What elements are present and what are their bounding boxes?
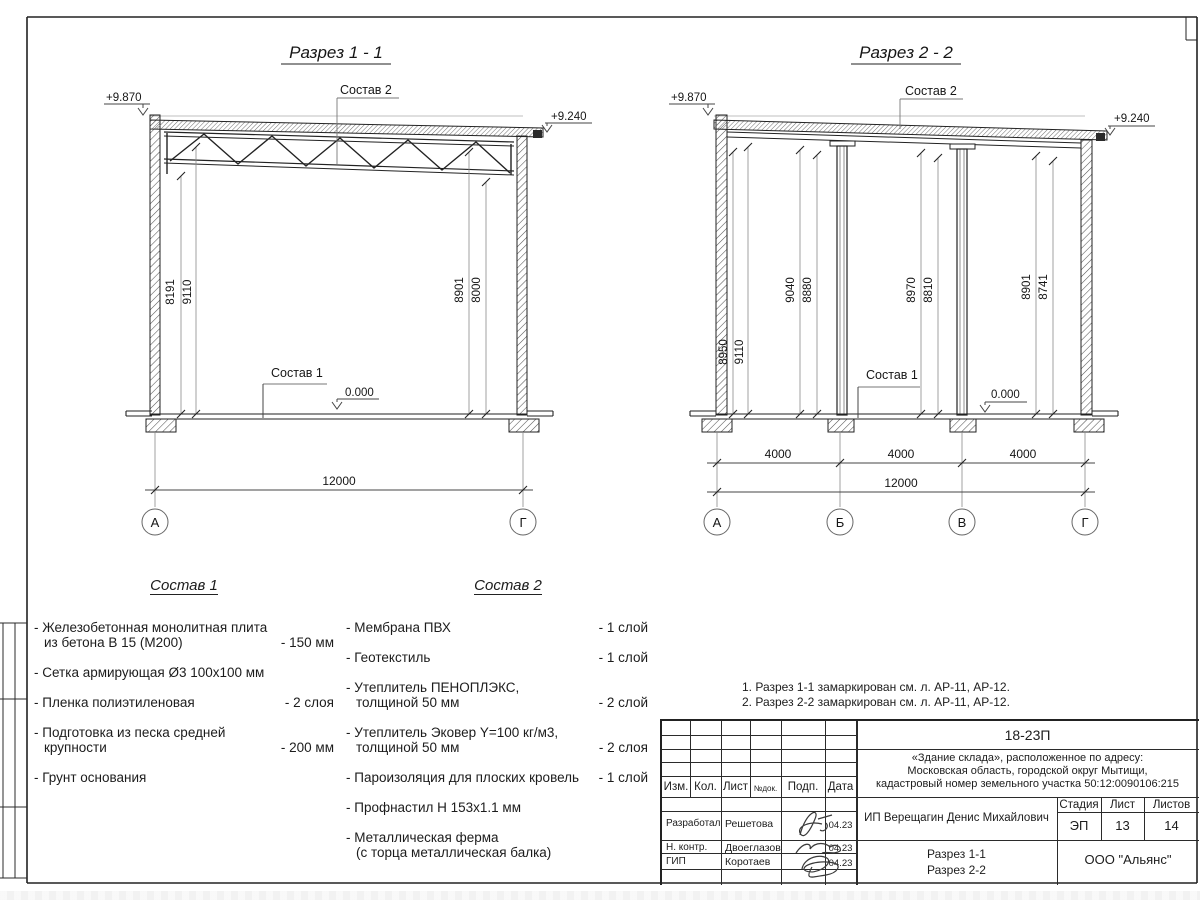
section-1-bottom-dims [142, 432, 536, 535]
list-item: - Мембрана ПВХ - 1 слой [346, 620, 648, 635]
section-1-roof [150, 120, 543, 137]
tb-date: 04.23 [828, 843, 853, 854]
tb-role: Разработал [666, 818, 721, 829]
list-item: - Пароизоляция для плоских кровель - 1 слой [346, 770, 648, 785]
tb-name: Двоеглазов [725, 842, 781, 854]
section-2-title: Разрез 2 - 2 [859, 43, 953, 62]
dim-text: 8810 [923, 277, 935, 303]
dim-total: 12000 [322, 474, 356, 488]
list-item: - Металлическая ферма (с торца металлическая балка) [346, 830, 552, 860]
tb-project-code: 18-23П [1004, 727, 1051, 743]
dim-text: 9040 [785, 277, 797, 303]
tb-role: ГИП [666, 856, 686, 867]
dim-text: 8901 [1021, 274, 1033, 300]
section-1-1 [104, 43, 592, 535]
dim-text: 8970 [906, 277, 918, 303]
roof-edge-cap [533, 130, 542, 138]
tb-sheet-value: 13 [1115, 818, 1130, 833]
tb-stage-label: Стадия [1059, 799, 1099, 811]
dim-text: 9110 [734, 339, 746, 365]
tb-sheets-value: 14 [1164, 818, 1179, 833]
dim-span: 4000 [887, 447, 915, 461]
section-2-roof [714, 120, 1107, 140]
tb-company: ООО "Альянс" [1084, 852, 1172, 867]
tb-col-data: Дата [827, 781, 854, 793]
elevation-mark: 0.000 [991, 389, 1020, 401]
note-line: 1. Разрез 1-1 замаркирован см. л. АР-11, АР-12. [742, 680, 1010, 694]
section-2-floor [690, 411, 1118, 419]
tb-sheets-label: Листов [1152, 799, 1191, 811]
list-item: - Профнастил Н 153x1.1 мм [346, 800, 521, 815]
roof-edge-cap [1096, 133, 1105, 141]
dim-text: 8741 [1038, 274, 1050, 300]
list-item: - Геотекстиль - 1 слой [346, 650, 648, 665]
tb-address-line: «Здание склада», расположенное по адресу: [911, 752, 1144, 764]
dim-span: 4000 [764, 447, 792, 461]
axis-letter: А [150, 515, 160, 530]
tb-client: ИП Верещагин Денис Михайлович [864, 812, 1049, 824]
composition-1-list [34, 578, 334, 800]
side-stamp-cells [0, 623, 27, 878]
leader-label: Состав 2 [340, 83, 392, 97]
elevation-mark: +9.240 [551, 111, 587, 123]
dim-span: 4000 [1009, 447, 1037, 461]
section-1-vertical-dims [165, 143, 490, 418]
tb-col-izm: Изм. [663, 781, 689, 793]
section-1-truss [164, 132, 514, 175]
axis-letter: Г [519, 515, 527, 530]
list-item: - Подготовка из песка средней крупности - 200 мм [34, 725, 334, 755]
section-1-floor [126, 411, 553, 419]
elevation-mark: +9.240 [1114, 113, 1150, 125]
section-2-bottom-dims [704, 432, 1098, 535]
tb-name: Коротаев [725, 856, 771, 868]
tb-col-ndok: №док. [753, 784, 778, 793]
dim-text: 8880 [802, 277, 814, 303]
frame-corner-box [1186, 17, 1197, 40]
tb-col-kol: Кол. [694, 781, 717, 793]
elevation-mark: 0.000 [345, 387, 374, 399]
tb-address-line: Московская область, городской округ Мытищи, [907, 765, 1148, 777]
axis-letter: В [957, 515, 967, 530]
axis-letter: Б [835, 515, 845, 530]
leader-label: Состав 2 [905, 84, 957, 98]
tb-role: Н. контр. [666, 842, 708, 853]
dim-text: 8901 [454, 277, 466, 303]
title-block [660, 719, 1199, 885]
section-1-foundations [146, 419, 539, 432]
elevation-mark: +9.870 [106, 92, 142, 104]
list-item: - Пленка полиэтиленовая - 2 слоя [34, 695, 334, 710]
section-2-foundations [702, 419, 1104, 432]
composition-2-list [346, 578, 648, 875]
tb-col-podp: Подп. [787, 781, 819, 793]
leader-label: Состав 1 [271, 366, 323, 380]
tb-address-line: кадастровый номер земельного участка 50:12:0090106:215 [875, 778, 1180, 790]
list-item: - Утеплитель ПЕНОПЛЭКС, толщиной 50 мм - 2 слой [346, 680, 648, 710]
scan-noise-strip [0, 891, 1200, 900]
tb-date: 04.23 [828, 858, 853, 869]
tb-name: Решетова [725, 818, 774, 830]
tb-doc-title: Разрез 1-1 [927, 847, 986, 861]
list-item: - Сетка армирующая Ø3 100x100 мм [34, 665, 265, 680]
section-1-title: Разрез 1 - 1 [289, 43, 383, 62]
composition-2-title: Состав 2 [474, 577, 542, 594]
drawing-notes [742, 680, 1010, 709]
elevation-mark: +9.870 [671, 92, 707, 104]
tb-col-list: Лист [723, 781, 748, 793]
section-2-2 [669, 43, 1155, 535]
dim-text: 9110 [182, 279, 194, 305]
leader-label: Состав 1 [866, 368, 918, 382]
dim-text: 8000 [471, 277, 483, 303]
tb-date: 04.23 [828, 820, 853, 831]
tb-sheet-label: Лист [1110, 799, 1135, 811]
composition-1-title: Состав 1 [150, 577, 218, 594]
dim-total: 12000 [884, 476, 918, 490]
tb-doc-title: Разрез 2-2 [927, 863, 986, 877]
list-item: - Грунт основания [34, 770, 147, 785]
list-item: - Железобетонная монолитная плита из бетона В 15 (М200) - 150 мм [34, 620, 334, 650]
dim-text: 8950 [718, 339, 730, 365]
list-item: - Утеплитель Эковер Y=100 кг/м3, толщиной 50 мм - 2 слоя [346, 725, 648, 755]
axis-letter: А [712, 515, 722, 530]
axis-letter: Г [1081, 515, 1089, 530]
tb-stage-value: ЭП [1069, 818, 1089, 833]
note-line: 2. Разрез 2-2 замаркирован см. л. АР-11, АР-12. [742, 694, 1010, 709]
dim-text: 8191 [165, 279, 177, 305]
signatures [782, 797, 857, 885]
